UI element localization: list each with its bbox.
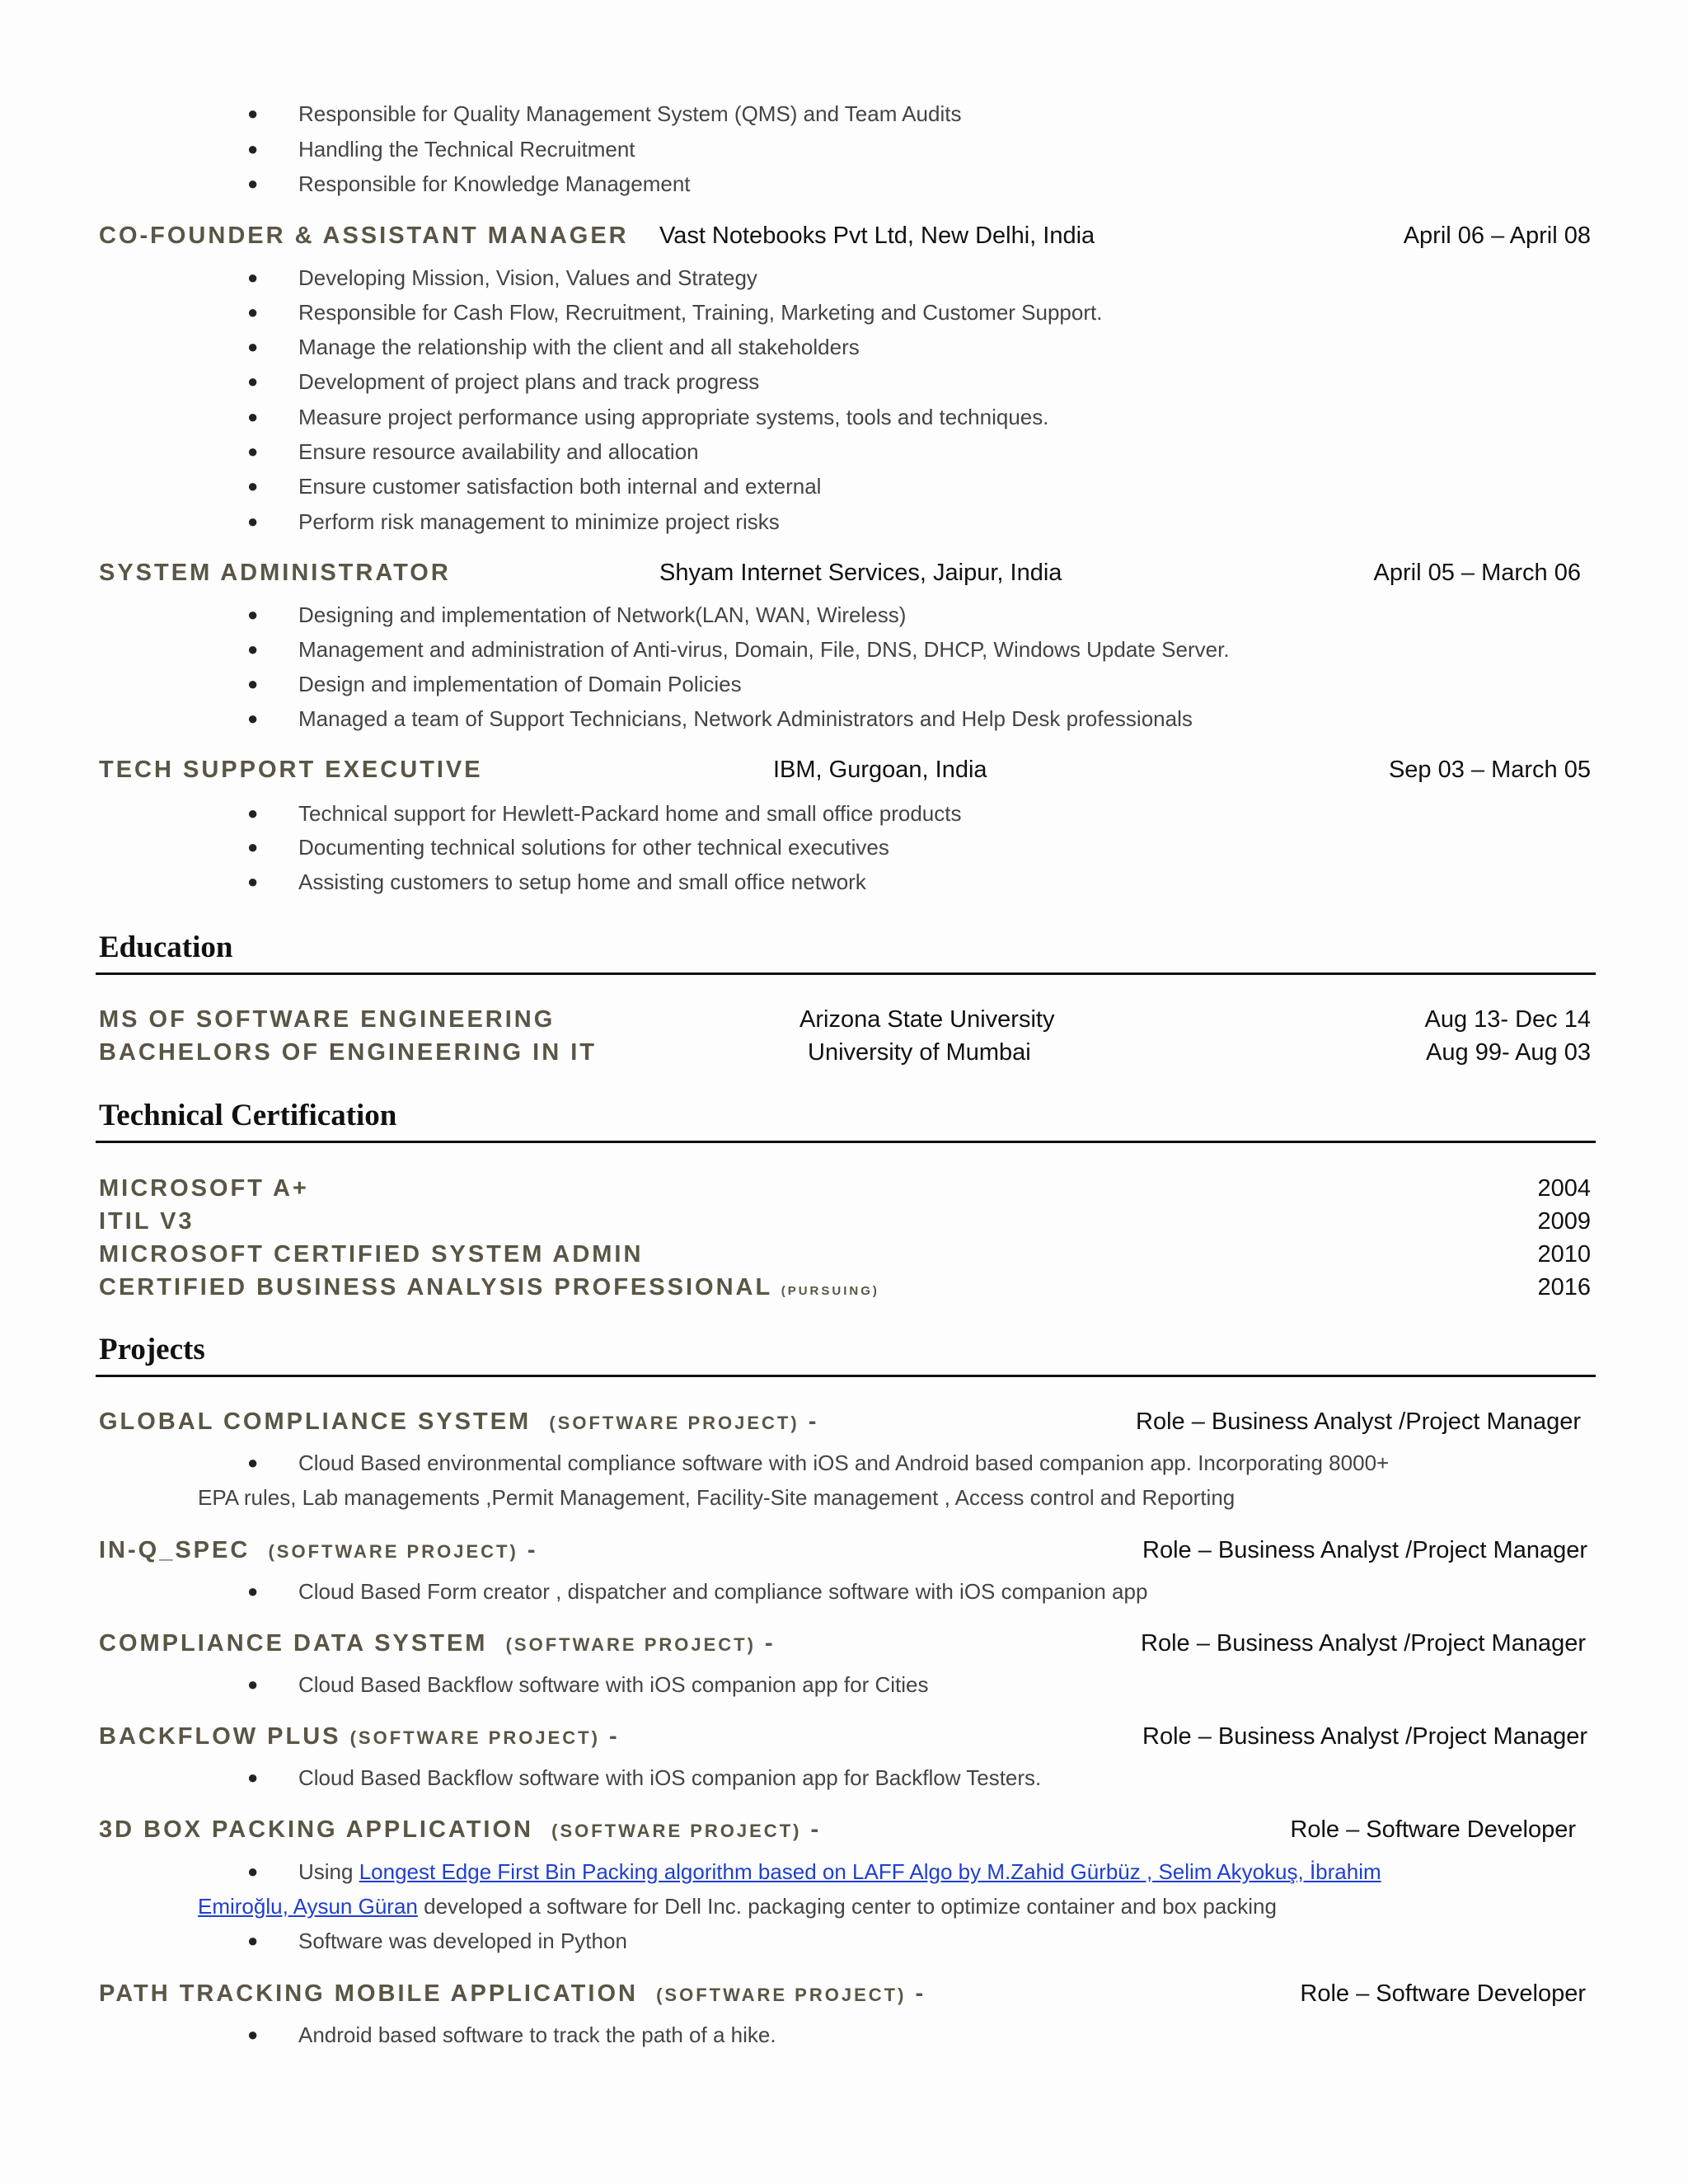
certification-name: ITIL V3 [99,1208,195,1235]
certification-year: 2004 [1537,1175,1591,1202]
certification-year: 2010 [1537,1241,1591,1268]
project-header: GLOBAL COMPLIANCE SYSTEM (SOFTWARE PROJECT) - Role – Business Analyst /Project Manager [99,1404,1591,1440]
project-header: IN-Q_SPEC (SOFTWARE PROJECT) - Role – Business Analyst /Project Manager [99,1532,1591,1568]
certification-row [99,1269,1591,1305]
section-divider [96,1141,1596,1143]
project-name: 3D BOX PACKING APPLICATION [99,1816,533,1843]
project-header: BACKFLOW PLUS (SOFTWARE PROJECT) - Role – Business Analyst /Project Manager [99,1718,1591,1755]
job-header [99,218,1591,254]
job-dates: April 05 – March 06 [1373,560,1581,586]
job-company: IBM, Gurgoan, India [773,757,987,783]
project-tag: (SOFTWARE PROJECT) [349,1727,600,1748]
project-name: IN-Q_SPEC [99,1537,251,1563]
education-dates: Aug 99- Aug 03 [1426,1039,1591,1066]
job-dates: Sep 03 – March 05 [1388,757,1591,783]
section-heading-projects: Projects [99,1333,205,1366]
list-item-continuation: Emiroğlu, Aysun Güran developed a software for Dell Inc. packaging center to optimize container and box packing [198,1894,1277,1919]
project-role: Role – Software Developer [1300,1980,1586,2007]
job-company: Shyam Internet Services, Jaipur, India [659,560,1062,586]
job-title: CO-FOUNDER & ASSISTANT MANAGER [99,223,629,249]
certification-note: (PURSUING) [781,1284,879,1298]
certification-name: CERTIFIED BUSINESS ANALYSIS PROFESSIONAL [99,1274,772,1301]
certification-name: MICROSOFT A+ [99,1175,309,1202]
project-header: 3D BOX PACKING APPLICATION (SOFTWARE PROJECT) - Role – Software Developer [99,1811,1591,1848]
section-heading-education: Education [99,930,233,964]
job-company: Vast Notebooks Pvt Ltd, New Delhi, India [659,223,1095,249]
certification-year: 2009 [1537,1208,1591,1235]
project-header: COMPLIANCE DATA SYSTEM (SOFTWARE PROJECT) - Role – Business Analyst /Project Manager [99,1625,1591,1661]
project-tag: (SOFTWARE PROJECT) [268,1541,518,1562]
resume-page: ● Responsible for Quality Management System (QMS) and Team Audits ● Handling the Technical Recruitment ● Responsible for Knowledge Management CO-FOUNDER & ASSISTANT MANAGER Vast Notebooks Pvt Ltd, New Delhi, India April 06 – April 08 ● Developing Mission, Vision, Values and Strategy ● Responsible for Cash Flow, Recruitment, Training, Marketing and Customer Support. ● Manage the relationship with the client and all stakeholders ● Development of project plans and track progress ● Measure project performance using appropriate systems, tools and techniques. ● Ensure resource availability and allocation ● Ensure customer satisfaction both internal and external ● Perform risk management to minimize project risks SYSTEM ADMINISTRATOR Shyam Internet Services, Jaipur, India April 05 – March 06 ● Designing and implementation of Network(LAN, WAN, Wireless) ● Management and administration of Anti-virus, Domain, File, DNS, DHCP, Windows Update Server. ● Design and implementation of Domain Policies ● Managed a team of Support Technicians, Network Administrators and Help Desk professionals TECH SUPPORT EXECUTIVE IBM, Gurgoan, India Sep 03 – March 05 ● Technical support for Hewlett-Packard home and small office products ● Documenting technical solutions for other technical executives ● Assisting customers to setup home and small office network Education MS OF SOFTWARE ENGINEERING Arizona State University Aug 13- Dec 14 BACHELORS OF ENGINEERING IN IT University of Mumbai Aug 99- Aug 03 Technical Certification MICROSOFT A+ 2004 ITIL V3 2009 MICROSOFT CERTIFIED SYSTEM ADMIN 2010 CERTIFIED BUSINESS ANALYSIS PROFESSIONAL (PURSUING) 2016 Projects GLOBAL COMPLIANCE SYSTEM (SOFTWARE PROJECT) - Role – Business Analyst /Project Manager ● Cloud Based environmental compliance software with iOS and Android based companion app. Incorporating 8000+ EPA rules, Lab managements ,Permit Management, Facility-Site management , Access control and Reporting IN-Q_SPEC (SOFTWARE PROJECT) - Role – Business Analyst /Project Manager ● Cloud Based Form creator , dispatcher and compliance software with iOS companion app COMPLIANCE DATA SYSTEM (SOFTWARE PROJECT) - Role – Business Analyst /Project Manager ● Cloud Based Backflow software with iOS companion app for Cities BACKFLOW PLUS (SOFTWARE PROJECT) - Role – Business Analyst /Project Manager ● Cloud Based Backflow software with iOS companion app for Backflow Testers. 3D BOX PACKING APPLICATION (SOFTWARE PROJECT) - Role – Software Developer ● Using Longest Edge First Bin Packing algorithm based on LAFF Algo by M.Zahid Gürbüz , Selim Akyokuş, İbrahim Emiroğlu, Aysun Güran developed a software for Dell Inc. packaging center to optimize container and box packing ● Software was developed in Python PATH TRACKING MOBILE APPLICATION (SOFTWARE PROJECT) - Role – Software Developer ● Android based software to track the path of a hike. [0,0,1688,2184]
project-name: COMPLIANCE DATA SYSTEM [99,1630,488,1657]
job-title: TECH SUPPORT EXECUTIVE [99,757,483,783]
certification-row [99,1170,1591,1207]
degree: MS OF SOFTWARE ENGINEERING [99,1006,556,1033]
degree: BACHELORS OF ENGINEERING IN IT [99,1039,597,1066]
education-row [99,1034,1591,1071]
project-tag: (SOFTWARE PROJECT) [505,1634,756,1655]
project-role: Role – Business Analyst /Project Manager [1141,1630,1586,1657]
algorithm-reference-link[interactable]: Emiroğlu, Aysun Güran [198,1894,418,1919]
section-divider [96,972,1596,975]
project-role: Role – Business Analyst /Project Manager [1136,1408,1581,1435]
certification-row [99,1236,1591,1272]
project-role: Role – Business Analyst /Project Manager [1142,1723,1587,1750]
project-header: PATH TRACKING MOBILE APPLICATION (SOFTWARE PROJECT) - Role – Software Developer [99,1975,1591,2012]
school: Arizona State University [799,1006,1055,1033]
project-tag: (SOFTWARE PROJECT) [656,1985,907,2005]
job-title: SYSTEM ADMINISTRATOR [99,560,451,586]
job-header [99,555,1591,591]
list-item-continuation: EPA rules, Lab managements ,Permit Management, Facility-Site management , Access control and Reporting [198,1485,1236,1510]
job-header [99,752,1591,788]
certification-year: 2016 [1537,1274,1591,1301]
project-role: Role – Software Developer [1290,1816,1576,1843]
project-role: Role – Business Analyst /Project Manager [1142,1537,1587,1563]
project-name: GLOBAL COMPLIANCE SYSTEM [99,1408,532,1435]
school: University of Mumbai [808,1039,1031,1066]
education-dates: Aug 13- Dec 14 [1424,1006,1591,1033]
section-heading-certification: Technical Certification [99,1099,397,1132]
project-name: PATH TRACKING MOBILE APPLICATION [99,1980,638,2007]
project-name: BACKFLOW PLUS [99,1723,341,1750]
certification-row [99,1203,1591,1240]
certification-name: MICROSOFT CERTIFIED SYSTEM ADMIN [99,1241,644,1268]
project-tag: (SOFTWARE PROJECT) [551,1821,802,1841]
job-dates: April 06 – April 08 [1403,223,1591,249]
education-row [99,1001,1591,1038]
section-divider [96,1375,1596,1377]
project-tag: (SOFTWARE PROJECT) [549,1413,799,1433]
algorithm-reference-link[interactable]: Longest Edge First Bin Packing algorithm based on LAFF Algo by M.Zahid Gürbüz , Selim Akyokuş, İbrahim [359,1859,1381,1884]
